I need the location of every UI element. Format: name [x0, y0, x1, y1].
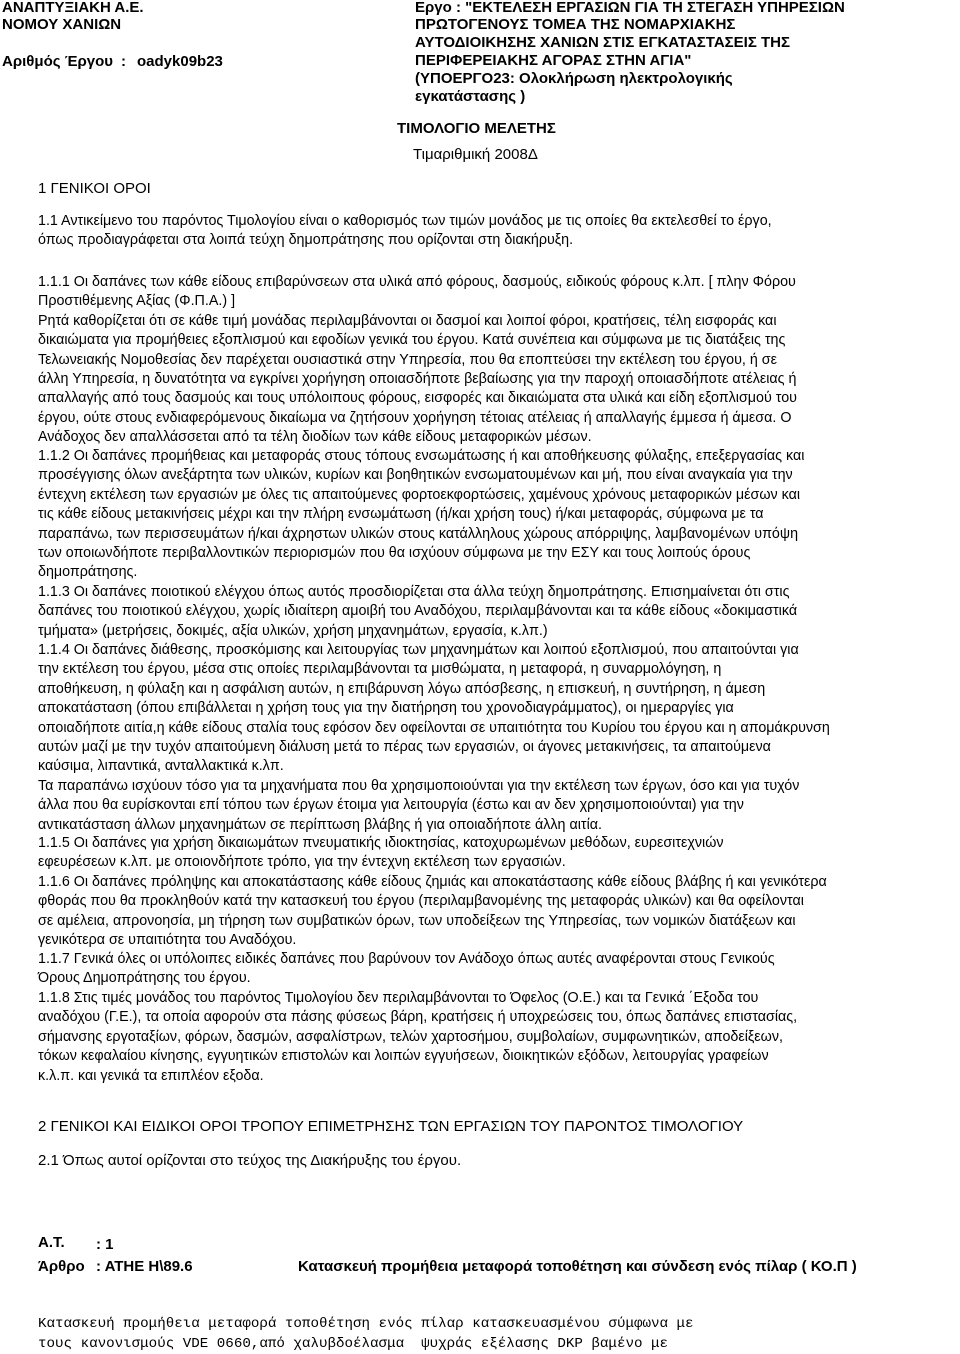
- at-value: : 1: [96, 1236, 114, 1253]
- paragraph-1-1-3: 1.1.3 Οι δαπάνες ποιοτικού ελέγχου όπως αυτός προσδιορίζεται στα άλλα τεύχη δημοπράτησης. Επισημαίνεται ότι στις δαπάνες του ποιοτικού ελέγχου, χωρίς ιδιαίτερη αμοιβή του Αναδόχου, περιλαμβάνονται και τα κάθε είδους «δοκιμαστικά τμήματα» (μετρήσεις, δοκιμές, αξία υλικών, χρήση μηχανημάτων, εργασία, κ.λπ.): [38, 584, 798, 639]
- paragraph-1-1-1: 1.1.1 Οι δαπάνες των κάθε είδους επιβαρύνσεων στα υλικά από φόρους, δασμούς, ειδικούς φόρους κ.λπ. [ πλην Φόρου Προστιθέμενης Αξίας (Φ.Π.Α.) ] Ρητά καθορίζεται ότι σε κάθε τιμή μονάδας περιλαμβάνονται οι δασμοί και λοιποί φόροι, κρατήσεις, τέλη εισφοράς και δικαιώματα για προμήθειες εξοπλισμού και εφοδίων γενικά του έργου. Κατά συνέπεια και σύμφωνα με τις διατάξεις της Τελωνειακής Νομοθεσίας δεν παρέχεται ουσιαστικά στην Υπηρεσία, που θα εποπτεύσει την εκτέλεση του έργου, ή σε άλλη Υπηρεσία, η δυνατότητα να εγκρίνει χορήγηση οποιασδήποτε βεβαίωσης για την παροχή οποιασδήποτε ατέλειας ή απαλλαγής από τους δασμούς και τους υπόλοιπους φόρους, εισφορές και δικαιώματα στα υλικά και είδη εξοπλισμού του έργου, ούτε στους ενδιαφερόμενους δικαίωμα να ζητήσουν χορήγηση τέτοιας ατέλειας ή απαλλαγής έμμεσα ή άμεσα. Ο Ανάδοχος δεν απαλλάσσεται από τα τέλη διοδίων των κάθε είδους μεταφορικών μέσων.: [38, 274, 797, 446]
- project-number-separator: :: [121, 53, 126, 70]
- project-number-value: oadyk09b23: [137, 53, 223, 70]
- arthro-value: : ΑΤΗΕ Η\89.6: [96, 1258, 193, 1275]
- doc-title: ΤΙΜΟΛΟΓΙΟ ΜΕΛΕΤΗΣ: [397, 120, 556, 137]
- price-index: Τιμαριθμική 2008Δ: [413, 146, 538, 163]
- project-number-label: Αριθμός Έργου: [2, 53, 114, 70]
- article-title: Κατασκευή προμήθεια μεταφορά τοποθέτηση και σύνδεση ενός πίλαρ ( ΚΟ.Π ): [298, 1258, 857, 1275]
- at-label: Α.Τ.: [38, 1234, 65, 1251]
- section-1-title: 1 ΓΕΝΙΚΟΙ ΟΡΟΙ: [38, 180, 151, 197]
- paragraph-1-1-6: 1.1.6 Οι δαπάνες πρόληψης και αποκατάστασης κάθε είδους ζημιάς και αποκατάστασης κάθε είδους βλάβης ή και γενικότερα φθοράς που θα προκληθούν κατά την κατασκευή του έργου (περιλαμβανομένης της μεταφοράς υλικών) και θα οφείλονται σε αμέλεια, απρονοησία, μη τήρηση των συμβατικών όρων, των υποδείξεων της Υπηρεσίας, των νομικών διατάξεων και γενικότερα σε υπαιτιότητα του Αναδόχου.: [38, 874, 827, 949]
- description-line: Κατασκευή προμήθεια μεταφορά τοποθέτηση ενός πίλαρ κατασκευασμένου σύμφωνα με: [38, 1316, 694, 1332]
- project-line: (ΥΠΟΕΡΓΟ23: Ολοκλήρωση ηλεκτρολογικής: [415, 70, 733, 87]
- description-line: τους κανονισμούς VDE 0660,από χαλυβδοέλασμα ψυχράς εξέλασης DKP βαμένο με: [38, 1336, 669, 1352]
- section-2-title: 2 ΓΕΝΙΚΟΙ ΚΑΙ ΕΙΔΙΚΟΙ ΟΡΟΙ ΤΡΟΠΟΥ ΕΠΙΜΕΤΡΗΣΗΣ ΤΩΝ ΕΡΓΑΣΙΩΝ ΤΟΥ ΠΑΡΟΝΤΟΣ ΤΙΜΟΛΟΓΙΟΥ: [38, 1118, 744, 1135]
- project-line: Εργο : "ΕΚΤΕΛΕΣΗ ΕΡΓΑΣΙΩΝ ΓΙΑ ΤΗ ΣΤΕΓΑΣΗ ΥΠΗΡΕΣΙΩΝ: [415, 0, 845, 16]
- paragraph-1-1-8: 1.1.8 Στις τιμές μονάδος του παρόντος Τιμολογίου δεν περιλαμβάνονται το Όφελος (Ο.Ε.) και τα Γενικά ΄Εξοδα του αναδόχου (Γ.Ε.), τα οποία αφορούν στα πάσης φύσεως βάρη, κρατήσεις ή υποχρεώσεις του, όπως δαπάνες επιστασίας, σήμανσης εργοταξίων, φόρων, δασμών, ασφαλίστρων, τελών χαρτοσήμου, συμβολαίων, συμφωνητικών, αποδείξεων, τόκων κεφαλαίου κίνησης, εγγυητικών επιστολών και λοιπών εγγυήσεων, διοικητικών εξόδων, λειτουργίας γραφείων κ.λ.π. και γενικά τα επιπλέον εξοδα.: [38, 990, 798, 1084]
- paragraph-1-1-5: 1.1.5 Οι δαπάνες για χρήση δικαιωμάτων πνευματικής ιδιοκτησίας, κατοχυρωμένων μεθόδων, ευρεσιτεχνιών εφευρέσεων κ.λπ. με οποιονδήποτε τρόπο, για την έντεχνη εκτέλεση των εργασιών.: [38, 835, 724, 871]
- project-line: εγκατάστασης ): [415, 88, 526, 105]
- org-prefecture: ΝΟΜΟΥ ΧΑΝΙΩΝ: [2, 16, 122, 33]
- paragraph-1-1-2: 1.1.2 Οι δαπάνες προμήθειας και μεταφοράς στους τόπους ενσωμάτωσης ή και αποθήκευσης φύλαξης, επεξεργασίας και προσέγγισης όλων ανεξάρτητα των υλικών, κυρίων και βοηθητικών ενσωματουμένων και μή, που είναι αναγκαία για την έντεχνη εκτέλεση των εργασιών με όλες τις απαιτούμενες φορτοεκφορτώσεις, χαμένους χρόνους μεταφορικών μέσων και τις κάθε είδους μετακινήσεις μέχρι και την πλήρη ενσωμάτωση (ή/και χρήση τους) ή/και μεταφοράς, σύμφωνα με τα παραπάνω, των περισσευμάτων ή/και άχρηστων υλικών στους κατάλληλους χώρους απόρριψης, λαμβανομένων υπόψη των οποιωνδήποτε περιβαλλοντικών περιορισμών που θα ισχύουν σύμφωνα με την ΕΣΥ και τους λοιπούς όρους δημοπράτησης.: [38, 448, 805, 581]
- project-line: ΠΡΩΤΟΓΕΝΟΥΣ ΤΟΜΕΑ ΤΗΣ ΝΟΜΑΡΧΙΑΚΗΣ: [415, 16, 736, 33]
- paragraph-1-1-4: 1.1.4 Οι δαπάνες διάθεσης, προσκόμισης και λειτουργίας των μηχανημάτων και λοιπού εξοπλισμού, που απαιτούνται για την εκτέλεση του έργου, μέσα στις οποίες περιλαμβάνονται τα μισθώματα, η μεταφορά, η συναρμολόγηση, η αποθήκευση, η φύλαξη και η ασφάλιση αυτών, η επιβάρυνση λόγω απόσβεσης, η επισκευή, η συντήρηση, η άμεση αποκατάσταση (όπου επιβάλλεται η χρήση τους για την διατήρηση του χρονοδιαγράμματος), οι ημεραργίες για οποιαδήποτε αιτία,η κάθε είδους σταλία τους εφόσον δεν οφείλονται σε υπαιτιότητα του Κυρίου του έργου και η απομάκρυνση αυτών μαζί με την τυχόν απαιτούμενη διάλυση μετά το πέρας των εργασιών, οι άγονες μετακινήσεις, τα απαιτούμενα καύσιμα, λιπαντικά, ανταλλακτικά κ.λπ. Τα παραπάνω ισχύουν τόσο για τα μηχανήματα που θα χρησιμοποιούνται για την εκτέλεση των έργων, όσο και για τυχόν άλλα που θα ευρίσκονται επί τόπου των έργων έτοιμα για λειτουργία (έστω και αν δεν χρησιμοποιούνται) για την αντικατάσταση άλλων μηχανημάτων σε περίπτωση βλάβης ή για οποιαδήποτε άλλη αιτία.: [38, 642, 830, 833]
- paragraph-1-1: 1.1 Αντικείμενο του παρόντος Τιμολογίου είναι ο καθορισμός των τιμών μονάδος με τις οποίες θα εκτελεσθεί το έργο, όπως προδιαγράφεται στα λοιπά τεύχη δημοπράτησης που ορίζονται στη διακήρυξη.: [38, 213, 772, 249]
- paragraph-1-1-7: 1.1.7 Γενικά όλες οι υπόλοιπες ειδικές δαπάνες που βαρύνουν τον Ανάδοχο όπως αυτές αναφέρονται στους Γενικούς Όρους Δημοπράτησης του έργου.: [38, 951, 775, 987]
- paragraph-2-1: 2.1 Όπως αυτοί ορίζονται στο τεύχος της Διακήρυξης του έργου.: [38, 1152, 462, 1169]
- project-line: ΑΥΤΟΔΙΟΙΚΗΣΗΣ ΧΑΝΙΩΝ ΣΤΙΣ ΕΓΚΑΤΑΣΤΑΣΕΙΣ ΤΗΣ: [415, 34, 790, 51]
- project-line: ΠΕΡΙΦΕΡΕΙΑΚΗΣ ΑΓΟΡΑΣ ΣΤΗΝ ΑΓΙΑ": [415, 52, 692, 69]
- org-name: ΑΝΑΠΤΥΞΙΑΚΗ Α.Ε.: [2, 0, 144, 16]
- arthro-label: Άρθρο: [38, 1258, 85, 1275]
